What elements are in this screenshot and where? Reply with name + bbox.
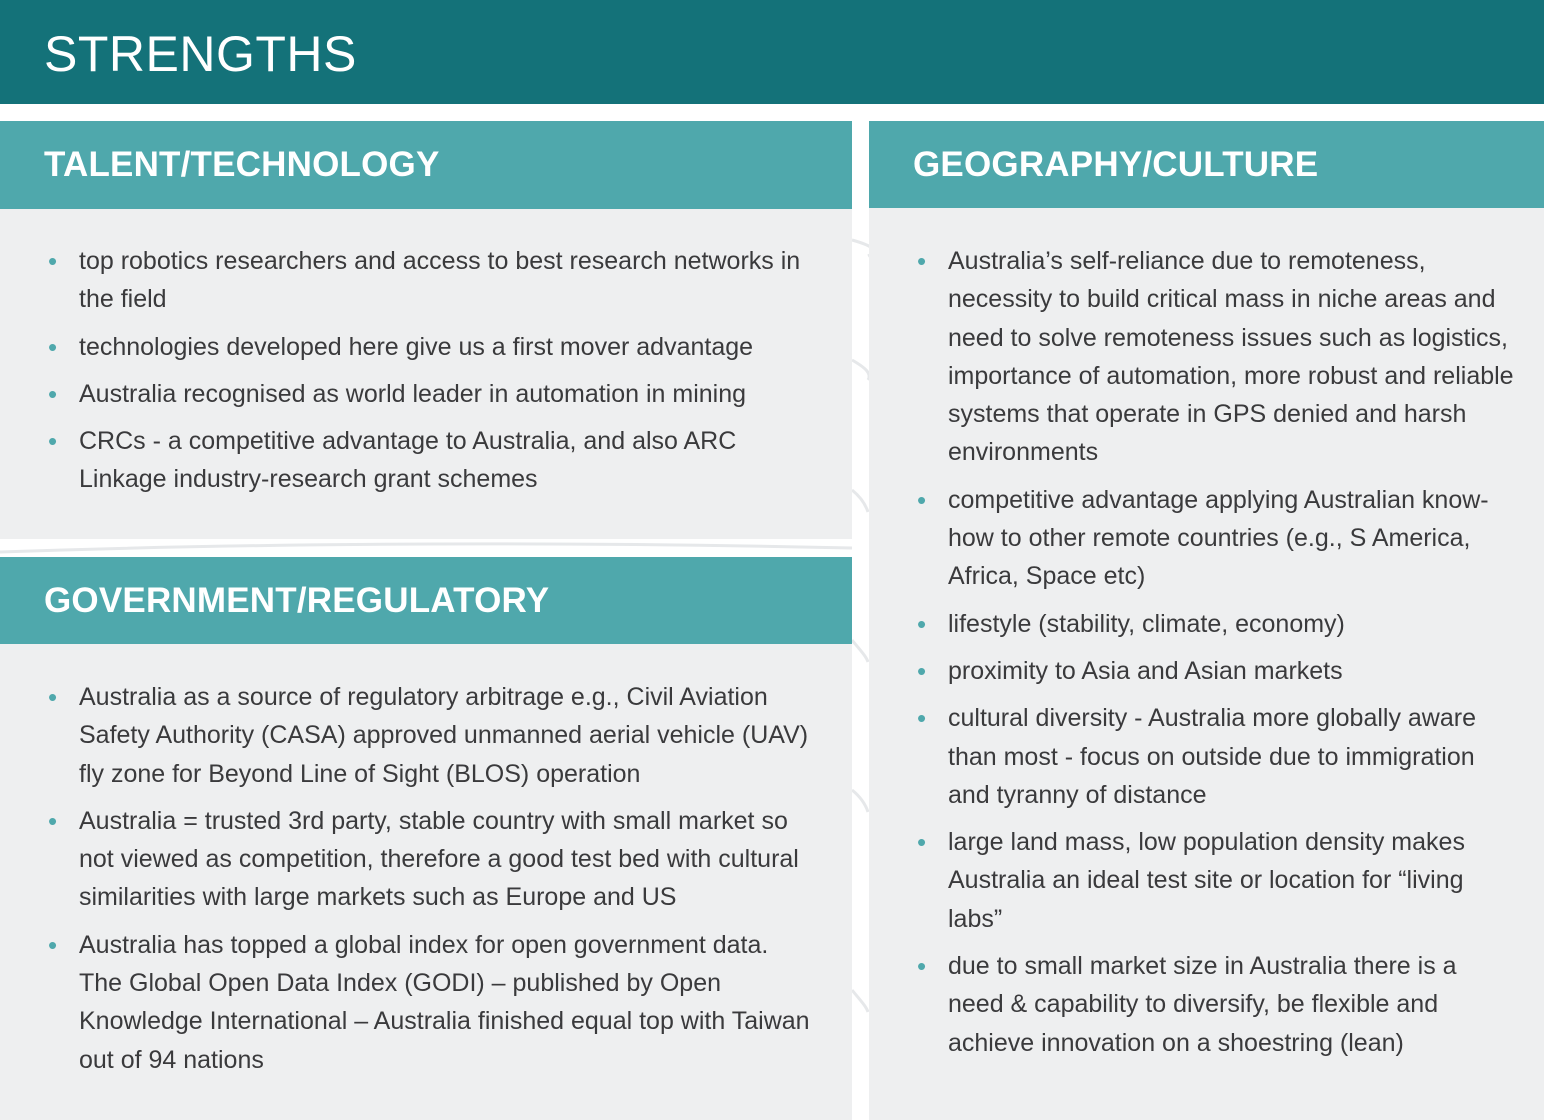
geography-culture-panel [869,121,1544,1120]
geography-culture-header [869,121,1544,208]
list-item: • large land mass, low population density makes Australia an ideal test site or location for “living labs” [917,823,1514,938]
government-regulatory-panel [0,557,852,1120]
talent-technology-body [0,209,852,539]
list-item: • Australia recognised as world leader in automation in mining [48,375,816,413]
talent-technology-panel [0,121,852,539]
list-item: • cultural diversity - Australia more globally aware than most - focus on outside due to immigration and tyranny of distance [917,699,1514,814]
talent-technology-list [48,242,816,508]
bullet-icon: • [48,929,58,960]
page-title: STRENGTHS [44,26,357,82]
list-item: • Australia has topped a global index for open government data. The Global Open Data Index (GODI) – published by Open Knowledge International – Australia finished equal top with Taiwan out of 94 nations [48,926,816,1079]
list-item: • Australia’s self-reliance due to remoteness, necessity to build critical mass in niche areas and need to solve remoteness issues such as logistics, importance of automation, more robust and reliable systems that operate in GPS denied and harsh environments [917,242,1514,472]
list-item: • lifestyle (stability, climate, economy) [917,605,1514,643]
bullet-icon: • [917,655,927,686]
government-regulatory-header [0,557,852,644]
geography-culture-body [869,208,1544,1120]
bullet-icon: • [48,426,58,457]
strengths-banner [0,0,1544,104]
talent-technology-title: TALENT/TECHNOLOGY [44,145,440,184]
bullet-icon: • [48,682,58,712]
list-item: • technologies developed here give us a first mover advantage [48,328,816,366]
bullet-icon: • [48,805,58,836]
bullet-icon: • [48,246,58,276]
bullet-icon: • [917,246,927,276]
list-item: • competitive advantage applying Australian know-how to other remote countries (e.g., S America, Africa, Space etc) [917,481,1514,596]
geography-culture-title: GEOGRAPHY/CULTURE [913,145,1319,184]
bullet-icon: • [917,827,927,858]
bullet-icon: • [48,331,58,362]
bullet-icon: • [48,378,58,409]
list-item: • proximity to Asia and Asian markets [917,652,1514,690]
list-item: • CRCs - a competitive advantage to Australia, and also ARC Linkage industry-research grant schemes [48,422,816,499]
bullet-icon: • [917,703,927,734]
bullet-icon: • [917,484,927,515]
bullet-icon: • [917,608,927,639]
government-regulatory-body [0,644,852,1120]
bullet-icon: • [917,951,927,982]
list-item: • top robotics researchers and access to best research networks in the field [48,242,816,319]
government-regulatory-title: GOVERNMENT/REGULATORY [44,581,550,620]
list-item: • Australia as a source of regulatory arbitrage e.g., Civil Aviation Safety Authority (CASA) approved unmanned aerial vehicle (UAV) fly zone for Beyond Line of Sight (BLOS) operation [48,678,816,793]
talent-technology-header [0,121,852,209]
list-item: • due to small market size in Australia there is a need & capability to diversify, be flexible and achieve innovation on a shoestring (lean) [917,947,1514,1062]
list-item: • Australia = trusted 3rd party, stable country with small market so not viewed as competition, therefore a good test bed with cultural similarities with large markets such as Europe and US [48,802,816,917]
government-regulatory-list [48,678,816,1088]
geography-culture-list [917,242,1514,1071]
